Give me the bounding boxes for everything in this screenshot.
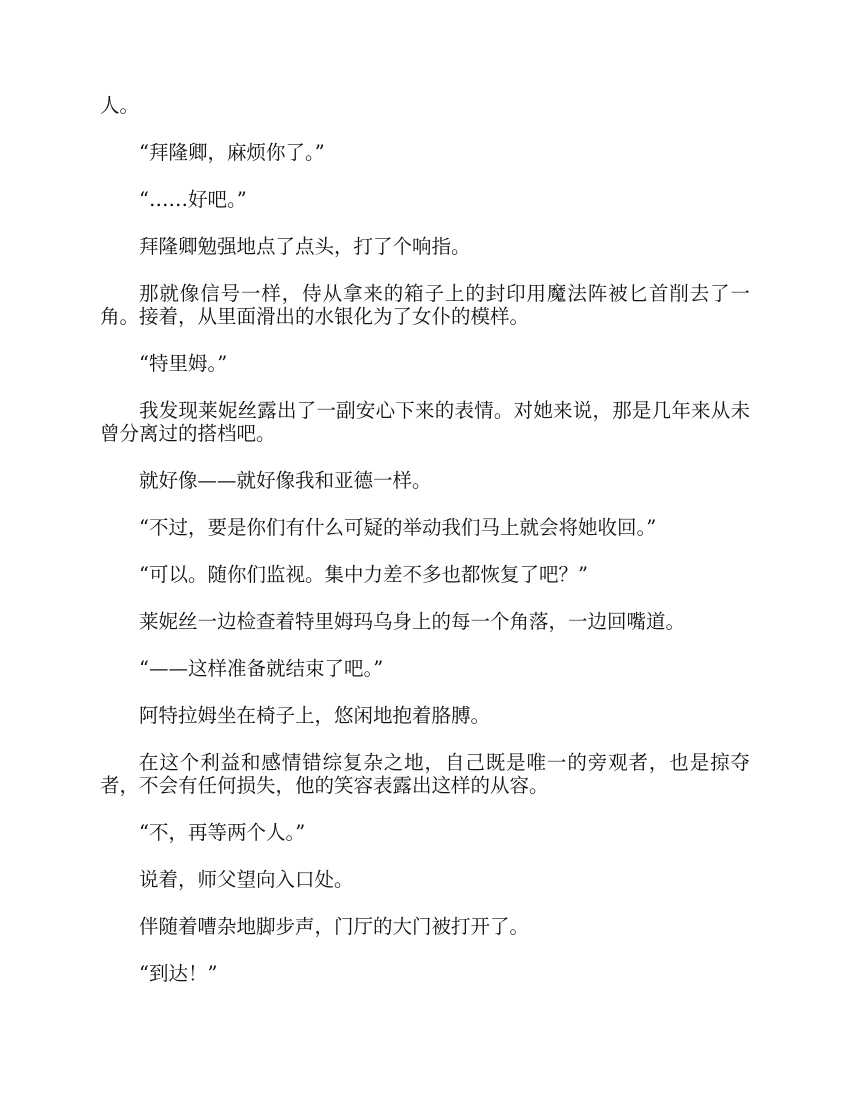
dialogue-paragraph: “可以。随你们监视。集中力差不多也都恢复了吧？”	[139, 563, 588, 586]
paragraph-continuation: 人。	[100, 94, 140, 117]
narration-paragraph: 莱妮丝一边检查着特里姆玛乌身上的每一个角落，一边回嘴道。	[139, 610, 686, 633]
dialogue-paragraph: “——这样准备就结束了吧。”	[139, 657, 384, 680]
dialogue-paragraph: “到达！”	[139, 962, 218, 985]
dialogue-paragraph: “……好吧。”	[139, 188, 247, 211]
dialogue-paragraph: “特里姆。”	[139, 352, 228, 375]
body-text	[100, 94, 750, 1009]
dialogue-paragraph: “不，再等两个人。”	[139, 821, 306, 844]
narration-paragraph: 那就像信号一样，侍从拿来的箱子上的封印用魔法阵被匕首削去了一角。接着，从里面滑出的水银化为了女仆的模样。	[100, 282, 750, 328]
narration-paragraph: 说着，师父望向入口处。	[139, 868, 354, 891]
dialogue-paragraph: “不过，要是你们有什么可疑的举动我们马上就会将她收回。”	[139, 516, 657, 539]
narration-paragraph: 伴随着嘈杂地脚步声，门厅的大门被打开了。	[139, 915, 530, 938]
dialogue-paragraph: “拜隆卿，麻烦你了。”	[139, 141, 325, 164]
narration-paragraph: 我发现莱妮丝露出了一副安心下来的表情。对她来说，那是几年来从未曾分离过的搭档吧。	[100, 399, 750, 445]
narration-paragraph: 拜隆卿勉强地点了点头，打了个响指。	[139, 235, 471, 258]
narration-paragraph: 阿特拉姆坐在椅子上，悠闲地抱着胳膊。	[139, 704, 491, 727]
narration-paragraph: 在这个利益和感情错综复杂之地，自己既是唯一的旁观者，也是掠夺者，不会有任何损失，他的笑容表露出这样的从容。	[100, 751, 750, 797]
narration-paragraph: 就好像——就好像我和亚德一样。	[139, 469, 432, 492]
